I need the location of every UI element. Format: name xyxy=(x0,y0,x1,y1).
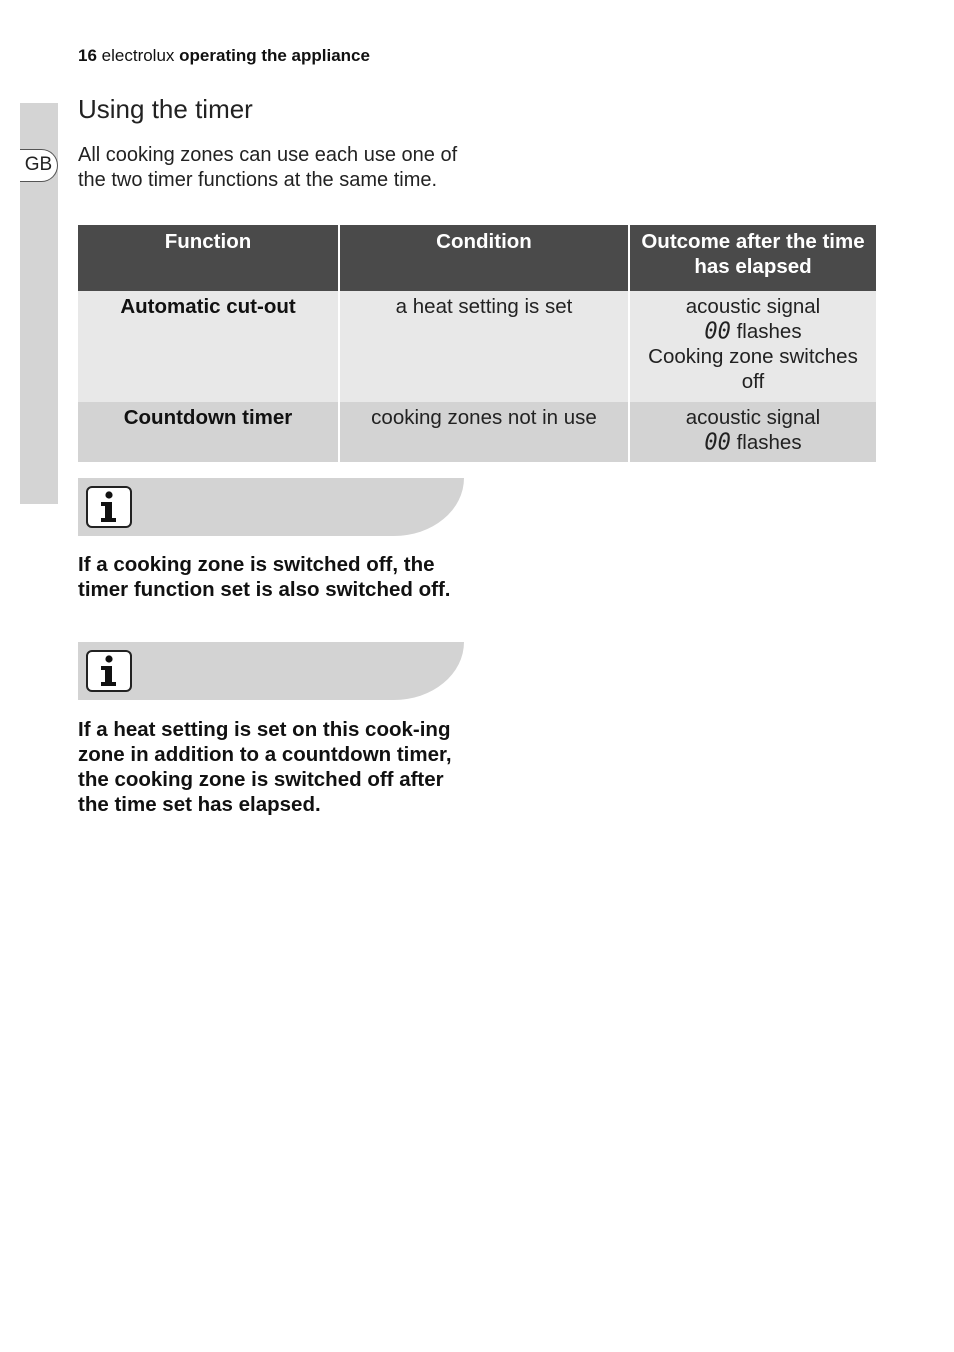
table-header-row xyxy=(78,225,876,291)
page-title: Using the timer xyxy=(78,94,253,124)
outcome-cell xyxy=(629,291,876,402)
table-row xyxy=(78,402,876,462)
info-box xyxy=(78,642,464,700)
outcome-line xyxy=(636,430,870,455)
outcome-line: acoustic signal xyxy=(685,406,821,429)
note-text: If a heat setting is set on this cook-ing zone in addition to a countdown timer, the cooking zone is switched off after the time set has elapsed. xyxy=(78,718,452,816)
info-icon xyxy=(86,486,132,528)
intro-paragraph: All cooking zones can use each use one of the two timer functions at the same time. xyxy=(78,144,458,191)
outcome-flashes-text: flashes xyxy=(736,431,802,454)
outcome-line: acoustic signal xyxy=(685,295,821,318)
outcome-line xyxy=(636,319,870,344)
table-row xyxy=(78,291,876,402)
info-box xyxy=(78,478,464,536)
outcome-flashes-text: flashes xyxy=(736,320,802,343)
timer-functions-table xyxy=(78,225,876,462)
header-outcome: Outcome after the time has elapsed xyxy=(629,225,876,291)
running-header xyxy=(78,46,370,66)
outcome-cell xyxy=(629,402,876,462)
language-tab: GB xyxy=(20,149,58,182)
function-cell: Countdown timer xyxy=(78,402,339,462)
display-00-symbol: 00 xyxy=(704,429,731,456)
display-00-symbol: 00 xyxy=(704,318,731,345)
header-condition: Condition xyxy=(339,225,629,291)
outcome-line: Cooking zone switches off xyxy=(648,345,858,393)
brand-name: electrolux xyxy=(101,46,175,65)
header-function: Function xyxy=(78,225,339,291)
function-cell: Automatic cut-out xyxy=(78,291,339,402)
page-number: 16 xyxy=(78,46,97,65)
section-title: operating the appliance xyxy=(179,46,370,65)
note-text: If a cooking zone is switched off, the timer function set is also switched off. xyxy=(78,553,451,601)
info-icon xyxy=(86,650,132,692)
condition-cell: cooking zones not in use xyxy=(339,402,629,462)
condition-cell: a heat setting is set xyxy=(339,291,629,402)
